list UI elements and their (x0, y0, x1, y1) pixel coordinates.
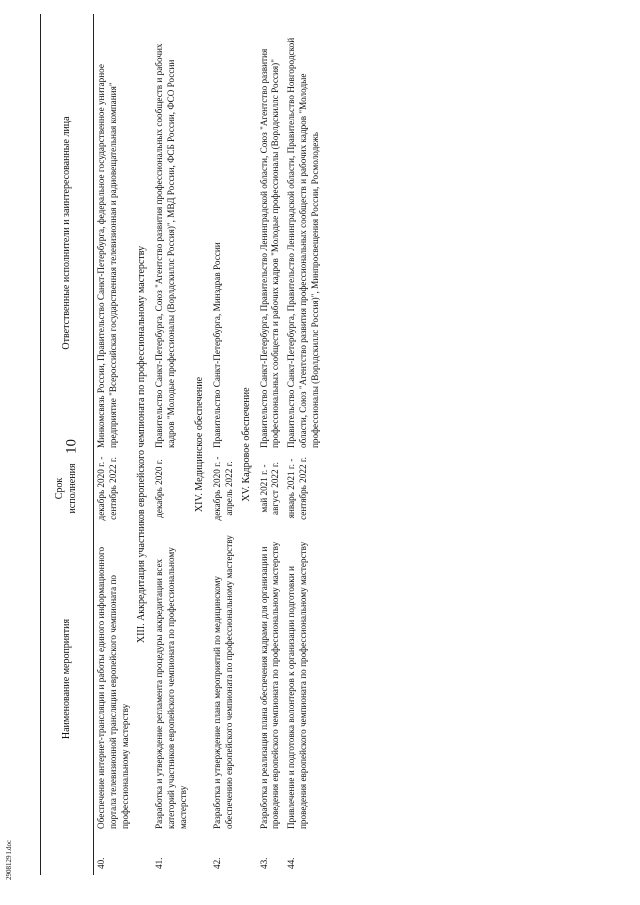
row-responsible: Правительство Санкт-Петербурга, Минздрав России (212, 242, 223, 448)
row-event-name: Разработка и утверждение плана мероприятий по медицинскому обеспечению европейского чемпионата по профессиональному мастерству (212, 535, 234, 829)
row-deadline: май 2021 г. - август 2022 г. (258, 462, 281, 515)
row-responsible: Правительство Санкт-Петербурга, Правительство Ленинградской области, Правительство Новгородской области, Союз "Агентство развития профессиональных сообществ и рабочих кадров "Молодые профессионалы (Ворлдскиллс Россия)", Минпросвещения России, Росмолодежь (286, 37, 320, 448)
section-heading-row (133, 14, 152, 875)
section-title: XV. Кадровое обеспечение (240, 387, 252, 502)
table-row (284, 14, 323, 875)
document-code: 2908129 l.doc (5, 839, 13, 880)
section-heading-row (238, 14, 257, 875)
table-row (94, 14, 134, 875)
section-title: XIV. Медицинское обеспечение (194, 376, 206, 513)
header-deadline: Срок исполнения (41, 452, 94, 525)
row-number: 42. (212, 857, 223, 869)
header-responsible: Ответственные исполнители и заинтересованные лица (41, 14, 94, 452)
row-event-name: Привлечение и подготовка волонтеров к организации подготовки и проведения европейского чемпионата по профессиональному мастерству (286, 541, 308, 829)
header-number (41, 833, 94, 875)
row-responsible: Минкомсвязь России, Правительство Санкт-Петербурга, федеральное государственное унитарное предприятие "Всероссийская государственная телевизионная и радиовещательная компания" (96, 64, 118, 448)
page-number: 10 (63, 439, 80, 454)
row-number: 41. (154, 857, 165, 869)
row-responsible: Правительство Санкт-Петербурга, Союз "Агентство развития профессиональных сообществ и рабочих кадров "Молодые профессионалы (Ворлдскиллс Россия)", МВД России, ФСБ России, ФСО России (154, 43, 176, 448)
section-heading-row (191, 14, 210, 875)
events-table (40, 14, 323, 875)
header-event-name: Наименование мероприятия (41, 525, 94, 833)
table-row (257, 14, 285, 875)
row-number: 40. (96, 857, 106, 869)
row-event-name: Обеспечение интернет-трансляции и работы единого информационного портала телевизионной трансляции европейского чемпионата по профессиональному мастерству (96, 546, 130, 829)
rotated-page-content (40, 37, 600, 875)
row-number: 43. (258, 857, 269, 869)
row-number: 44. (286, 857, 297, 869)
row-deadline: январь 2021 г. - сентябрь 2022 г. (286, 457, 308, 520)
row-deadline: декабрь 2020 г. (154, 459, 165, 518)
table-header-row (41, 14, 94, 875)
row-event-name: Разработка и реализация плана обеспечения кадрами для организации и проведения европейского чемпионата по профессиональному мастерству (258, 541, 281, 829)
row-event-name: Разработка и утверждение регламента процедуры аккредитации всех категорий участников европейского чемпионата по профессиональному мастерству (154, 547, 188, 829)
row-responsible: Правительство Санкт-Петербурга, Правительство Ленинградской области, Союз "Агентство развития профессиональных сообществ и рабочих кадров "Молодые профессионалы (Ворлдскиллс Россия)" (258, 48, 281, 448)
table-row (210, 14, 238, 875)
section-title: XIII. Аккредитация участников европейского чемпионата по профессиональному мастерству (136, 245, 148, 644)
table-row (152, 14, 191, 875)
row-deadline: декабрь 2020 г. - апрель 2022 г. (212, 456, 234, 521)
row-deadline: декабрь 2020 г. - сентябрь 2022 г. (96, 456, 118, 521)
